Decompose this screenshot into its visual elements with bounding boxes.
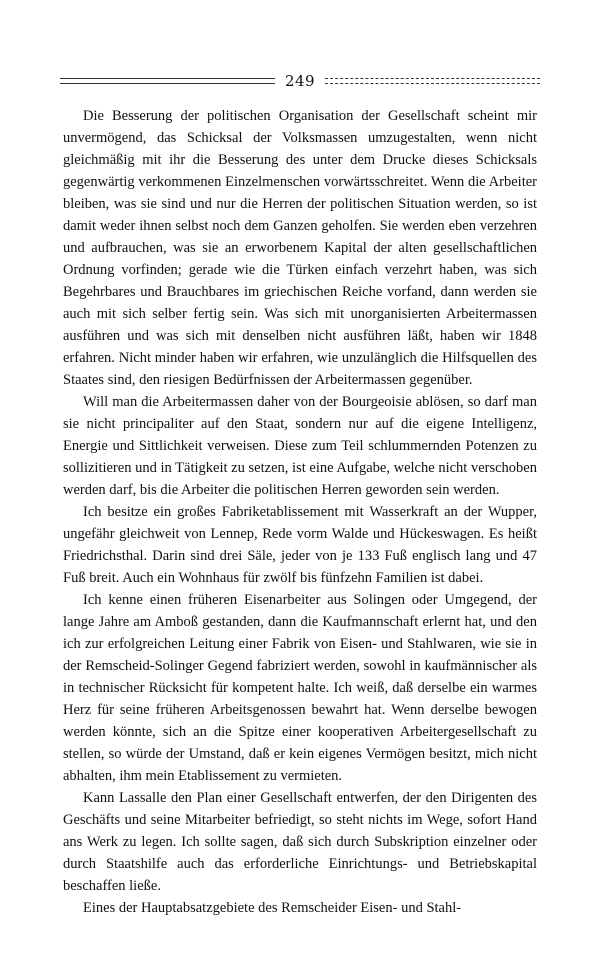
paragraph: Ich kenne einen früheren Eisenarbeiter aus Solingen oder Umgegend, der lange Jahre am Amboß gestanden, dann die Kaufmannschaft erlernt hat, und den ich zur erfolgreichen Leitung einer Fabrik von Eisen- und Stahlwaren, wie sie in der Remscheid-Solinger Gegend fabriziert werden, sowohl in kaufmännischer als in technischer Rücksicht für kompetent halte. Ich weiß, daß derselbe ein warmes Herz für seine früheren Arbeitsgenossen bewahrt hat. Wenn derselbe bewogen werden könnte, sich an die Spitze einer kooperativen Arbeitergesellschaft zu stellen, so würde der Umstand, daß er kein eigenes Vermögen besitzt, mich nicht abhalten, ihm mein Etablissement zu vermieten. [63, 592, 537, 784]
paragraph: Die Besserung der politischen Organisation der Gesellschaft scheint mir unvermögend, das Schicksal der Volksmassen umzugestalten, wenn nicht gleichmäßig mit ihr die Besserung des unter dem Drucke dieses Schicksals gegenwärtig verkommenen Einzelmenschen vorwärtsschreitet. Wenn die Arbeiter bleiben, was sie sind und nur die Herren der politischen Situation werden, so ist damit weder ihnen selbst noch dem Ganzen geholfen. Sie werden eben verzehren und aufbrauchen, was sie an erworbenem Kapital der alten gesellschaftlichen Ordnung vorfinden; gerade wie die Türken einfach verzehrt haben, was sich Begehrbares und Brauchbares im griechischen Reiche vorfand, dann werden sie auch mit sich selber fertig sein. Was sich mit unorganisierten Arbeitermassen ausführen und was sich mit denselben nicht ausführen läßt, haben wir 1848 erfahren. Nicht minder haben wir erfahren, wie unzulänglich die Hilfsquellen des Staates sind, den riesigen Bedürfnissen der Arbeitermassen gegenüber. [63, 108, 537, 388]
page-body [63, 105, 537, 919]
paragraph: Will man die Arbeitermassen daher von der Bourgeoisie ablösen, so darf man sie nicht principaliter auf den Staat, sondern nur auf die eigene Intelligenz, Energie und Sittlichkeit verweisen. Diese zum Teil schlummernden Potenzen zu sollizitieren und in Tätigkeit zu setzen, ist eine Aufgabe, welche nicht verschoben werden darf, bis die Arbeiter die politischen Herren geworden sein werden. [63, 394, 537, 498]
page-header [60, 70, 540, 92]
header-rule-right [325, 78, 540, 84]
header-rule-left [60, 78, 275, 84]
paragraph: Eines der Hauptabsatzgebiete des Remscheider Eisen- und Stahl- [83, 900, 462, 916]
page-number: 249 [284, 72, 316, 90]
paragraph: Ich besitze ein großes Fabriketablissement mit Wasserkraft an der Wupper, ungefähr gleichweit von Lennep, Rede vorm Walde und Hückeswagen. Es heißt Friedrichsthal. Darin sind drei Säle, jeder von je 133 Fuß englisch lang und 47 Fuß breit. Auch ein Wohnhaus für zwölf bis fünfzehn Familien ist dabei. [63, 504, 537, 586]
paragraph: Kann Lassalle den Plan einer Gesellschaft entwerfen, der den Dirigenten des Geschäfts und seine Mitarbeiter befriedigt, so steht nichts im Wege, sofort Hand ans Werk zu legen. Ich sollte sagen, daß sich durch Subskription einzelner oder durch Staatshilfe auch das erforderliche Einrichtungs- und Betriebskapital beschaffen ließe. [63, 790, 537, 894]
